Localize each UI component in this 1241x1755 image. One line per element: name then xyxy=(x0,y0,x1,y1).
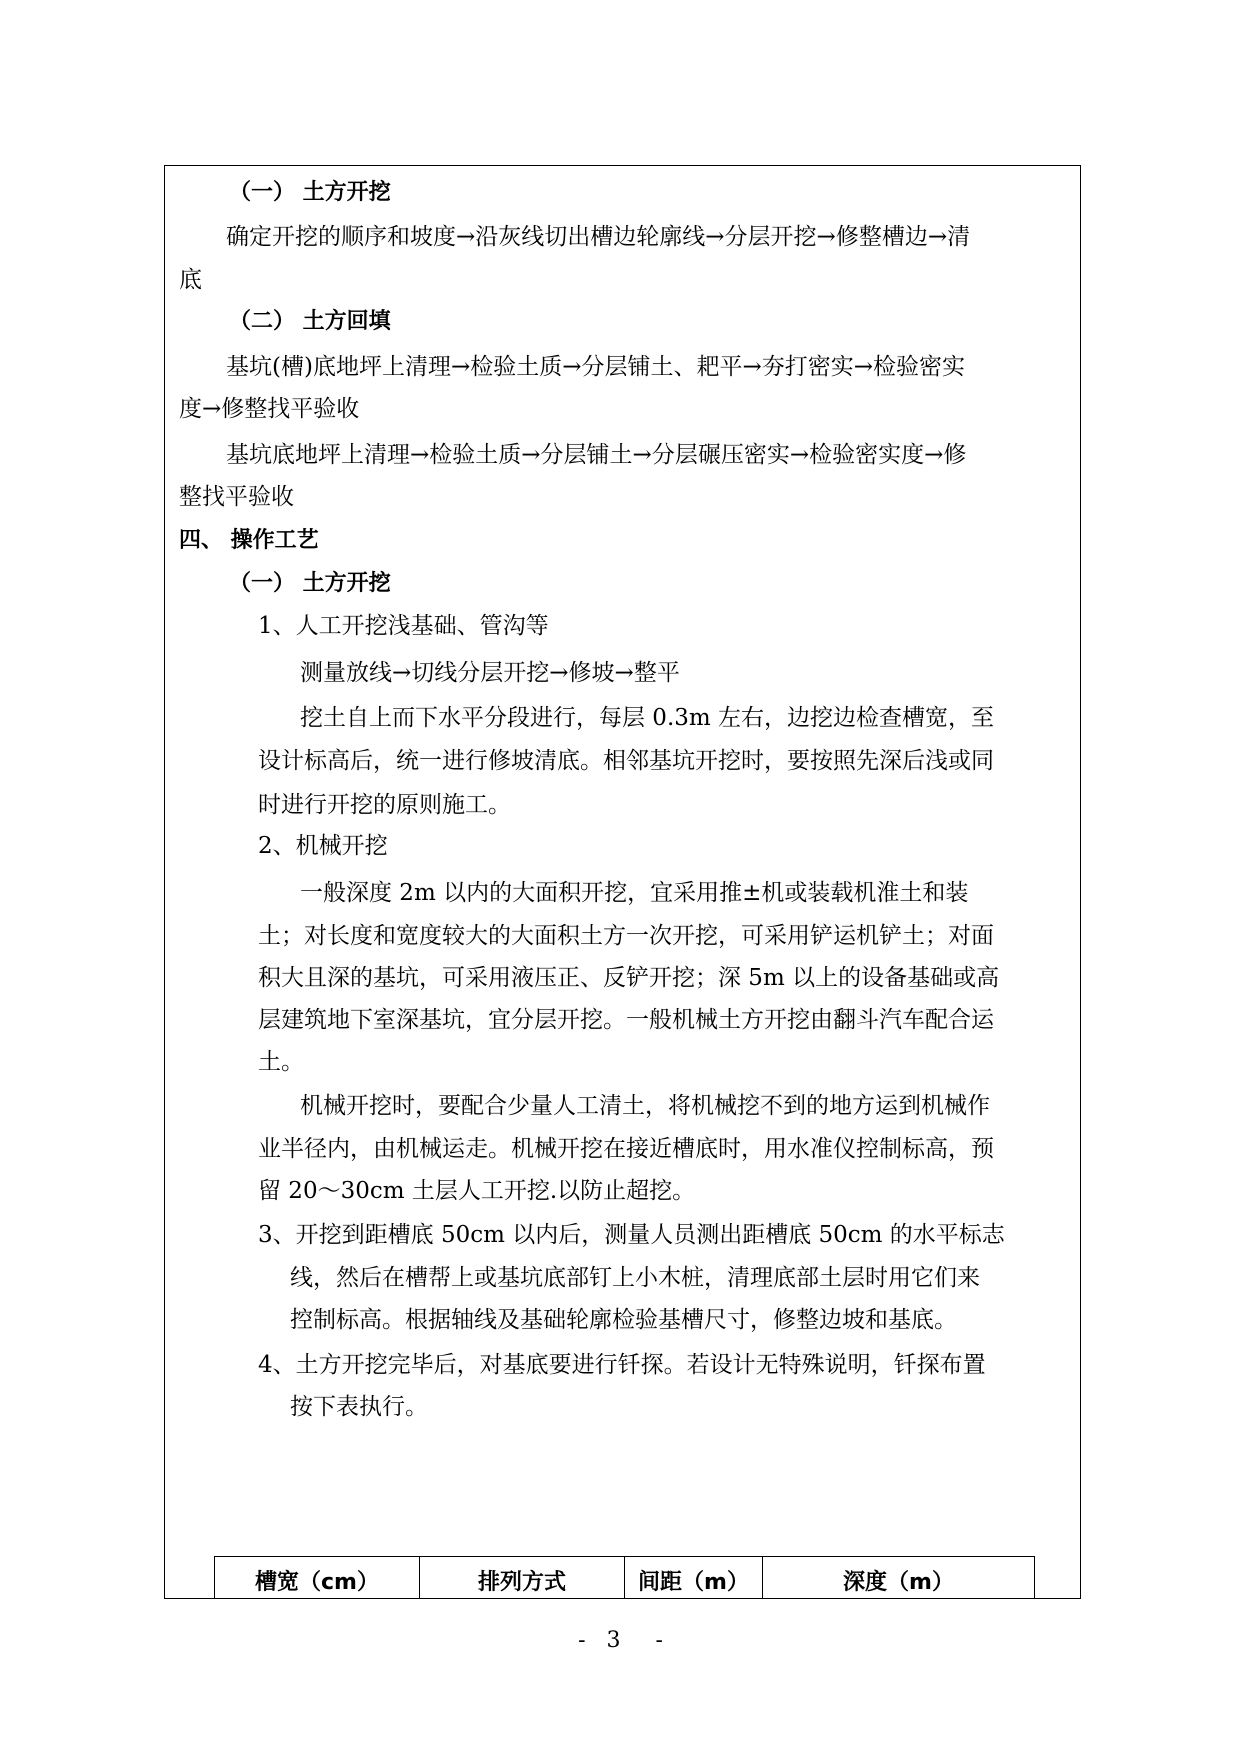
section-heading: （一） 土方开挖 xyxy=(229,180,391,205)
page-number: - 3 - xyxy=(578,1628,663,1653)
section-heading: （二） 土方回填 xyxy=(229,309,391,334)
text-line: 4、土方开挖完毕后，对基底要进行钎探。若设计无特殊说明，钎探布置 xyxy=(258,1352,986,1378)
text-line: 基坑(槽)底地坪上清理→检验土质→分层铺土、耙平→夯打密实→检验密实 xyxy=(226,354,966,380)
section-heading: （一） 土方开挖 xyxy=(229,571,391,596)
text-line: 线，然后在槽帮上或基坑底部钉上小木桩，清理底部土层时用它们来 xyxy=(290,1265,980,1291)
text-line: 积大且深的基坑，可采用液压正、反铲开挖；深 5m 以上的设备基础或高 xyxy=(258,965,1000,991)
table-header-cell: 深度（m） xyxy=(763,1557,1035,1600)
section-heading: 四、 操作工艺 xyxy=(179,528,319,553)
text-line: 确定开挖的顺序和坡度→沿灰线切出槽边轮廓线→分层开挖→修整槽边→清 xyxy=(226,224,971,250)
text-line: 留 20～30cm 土层人工开挖.以防止超挖。 xyxy=(258,1178,696,1204)
probing-table xyxy=(214,1556,1035,1599)
text-line: 层建筑地下室深基坑，宜分层开挖。一般机械土方开挖由翻斗汽车配合运 xyxy=(258,1007,994,1033)
table-header-cell: 排列方式 xyxy=(420,1557,625,1600)
table-header-cell: 间距（m） xyxy=(625,1557,763,1600)
text-line: 底 xyxy=(179,267,202,293)
text-line: 度→修整找平验收 xyxy=(179,396,360,422)
text-line: 测量放线→切线分层开挖→修坡→整平 xyxy=(300,660,680,686)
text-line: 整找平验收 xyxy=(179,484,294,510)
text-line: 土。 xyxy=(258,1049,304,1075)
text-line: 设计标高后，统一进行修坡清底。相邻基坑开挖时，要按照先深后浅或同 xyxy=(258,748,994,774)
text-line: 挖土自上而下水平分段进行，每层 0.3m 左右，边挖边检查槽宽，至 xyxy=(300,705,995,731)
text-line: 2、机械开挖 xyxy=(258,833,388,859)
text-line: 机械开挖时，要配合少量人工清土，将机械挖不到的地方运到机械作 xyxy=(300,1093,990,1119)
text-line: 按下表执行。 xyxy=(290,1394,428,1420)
document-frame xyxy=(164,165,1081,1599)
text-line: 控制标高。根据轴线及基础轮廓检验基槽尺寸，修整边坡和基底。 xyxy=(290,1307,957,1333)
text-line: 3、开挖到距槽底 50cm 以内后，测量人员测出距槽底 50cm 的水平标志 xyxy=(258,1222,1005,1248)
text-line: 时进行开挖的原则施工。 xyxy=(258,792,511,818)
text-line: 土；对长度和宽度较大的大面积土方一次开挖，可采用铲运机铲土；对面 xyxy=(258,923,994,949)
text-line: 1、人工开挖浅基础、管沟等 xyxy=(258,613,549,639)
table-header-row xyxy=(215,1557,1035,1600)
table-header-cell: 槽宽（cm） xyxy=(215,1557,420,1600)
text-line: 一般深度 2m 以内的大面积开挖，宜采用推±机或装载机淮土和装 xyxy=(300,880,969,906)
text-line: 业半径内，由机械运走。机械开挖在接近槽底时，用水准仪控制标高，预 xyxy=(258,1136,994,1162)
text-line: 基坑底地坪上清理→检验土质→分层铺土→分层碾压密实→检验密实度→修 xyxy=(226,442,967,468)
